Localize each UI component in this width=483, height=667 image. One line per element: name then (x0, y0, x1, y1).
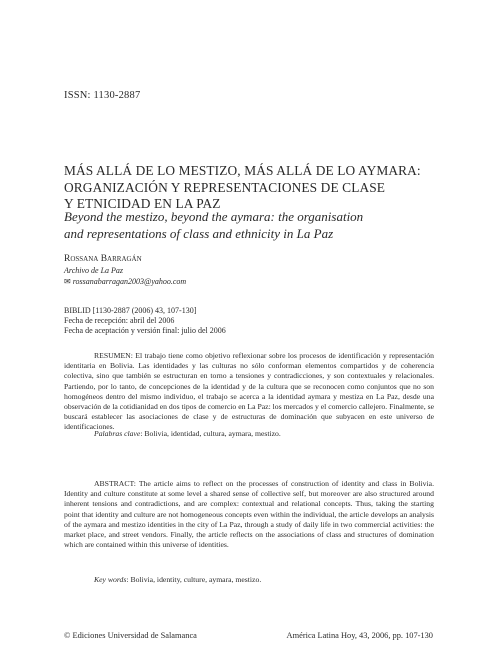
issn-header: ISSN: 1130-2887 (64, 90, 141, 101)
keywords-en-text: : Bolivia, identity, culture, aymara, mestizo. (126, 575, 262, 584)
keywords-es-text: : Bolivia, identidad, cultura, aymara, mestizo. (140, 429, 281, 438)
article-title-spanish (64, 163, 444, 213)
keywords-en-label: Key words (94, 575, 127, 584)
envelope-icon: ✉ (64, 277, 71, 286)
author-name: Rossana Barragán (64, 254, 142, 264)
abstract-es-text: RESUMEN: El trabajo tiene como objetivo reflexionar sobre los procesos de identificación y representación identitaria en Bolivia. Las identidades y las culturas no sólo conforman elementos compartidos y de coherencia colectiva, sino que también se estructuran en torno a tensiones y contradicciones, y son contextuales y relacionales. Partiendo, por lo tanto, de concepciones de la identidad y de la cultura que se reconocen como conjuntos que no son homogéneos dentro del mismo individuo, el trabajo se acerca a la identidad aymara y mestiza en La Paz, desde una observación de la cotidianidad en dos tipos de comercio en La Paz: los mercados y el comercio callejero. Finalmente, se buscará establecer las asociaciones de clase y de estructuras de dominación que subyacen en este universo de identificaciones. (64, 351, 434, 432)
keywords-es-label: Palabras clave (94, 429, 141, 438)
abstract-en-text: ABSTRACT: The article aims to reflect on the processes of construction of identity and class in Bolivia. Identity and culture constitute at some level a shared sense of collective self, but moreover are also structured around inherent tensions and contradictions, and are complex: contextual and relational concepts. Thus, taking the starting point that identity and culture are not homogeneous concepts even within the individual, the article develops an analysis of the aymara and mestizo identities in the city of La Paz, through a study of daily life in two commercial activities: the market place, and street vendors. Finally, the article reflects on the associations of class and structures of domination which are contained within this universe of identities. (64, 479, 434, 550)
received-date-line: Fecha de recepción: abril del 2006 (64, 316, 175, 325)
title-en-line: Beyond the mestizo, beyond the aymara: the organisation (64, 209, 364, 224)
title-en-line: and representations of class and ethnicity in La Paz (64, 225, 334, 241)
author-email-line (64, 276, 186, 287)
author-email[interactable]: rossanabarragan2003@yahoo.com (72, 277, 187, 286)
bibliographic-info (64, 306, 226, 336)
title-es-line: MÁS ALLÁ DE LO MESTIZO, MÁS ALLÁ DE LO AYMARA: (64, 163, 421, 178)
accepted-date-line: Fecha de aceptación y versión final: julio del 2006 (64, 326, 226, 335)
biblid-line: BIBLID [1130-2887 (2006) 43, 107-130] (64, 306, 197, 315)
author-block (64, 254, 186, 287)
abstract-spanish (64, 351, 434, 433)
footer-publisher: © Ediciones Universidad de Salamanca (64, 631, 197, 640)
article-title-english (64, 209, 424, 242)
footer-citation: América Latina Hoy, 43, 2006, pp. 107-130 (286, 631, 433, 640)
title-es-line: Y ETNICIDAD EN LA PAZ (64, 196, 221, 211)
abstract-english (64, 479, 434, 550)
title-es-line: ORGANIZACIÓN Y REPRESENTACIONES DE CLASE (64, 179, 386, 195)
keywords-spanish (94, 429, 281, 439)
author-affiliation: Archivo de La Paz (64, 266, 124, 275)
keywords-english (94, 575, 261, 585)
